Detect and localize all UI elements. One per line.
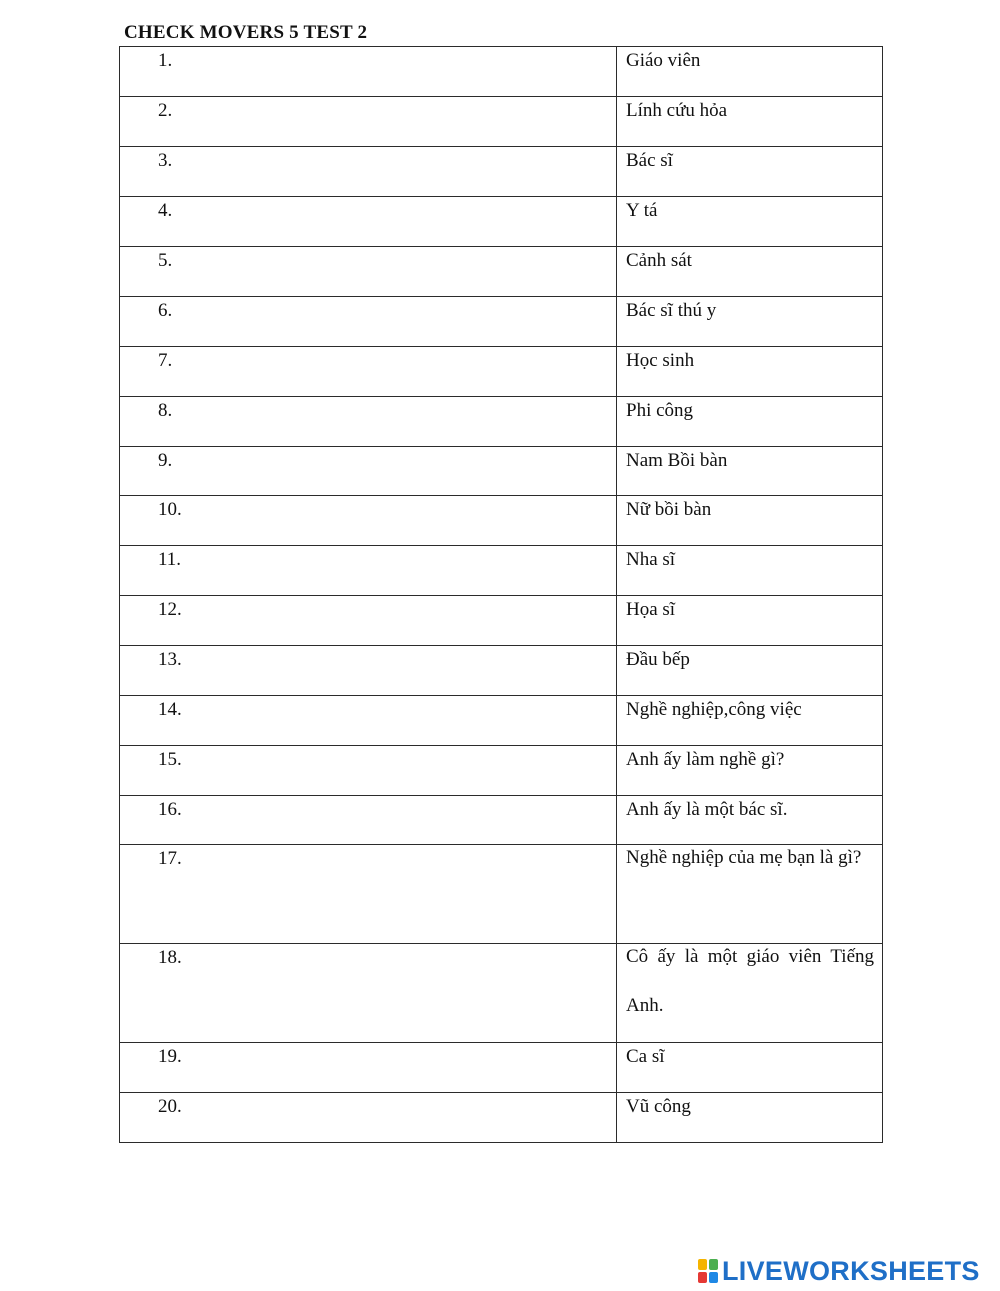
answer-cell[interactable] xyxy=(120,496,617,546)
table-row xyxy=(120,596,883,646)
meaning-cell xyxy=(617,1093,883,1143)
table-row xyxy=(120,845,883,944)
meaning-text: Cảnh sát xyxy=(626,250,692,271)
logo-mark-icon xyxy=(698,1259,718,1283)
row-number: 20. xyxy=(158,1096,182,1117)
table-row xyxy=(120,696,883,746)
row-number: 6. xyxy=(158,300,173,321)
meaning-text: Cô ấy là một giáo viên Tiếng Anh. xyxy=(626,946,874,1016)
meaning-cell xyxy=(617,97,883,147)
answer-cell[interactable] xyxy=(120,596,617,646)
table-row xyxy=(120,646,883,696)
meaning-cell xyxy=(617,147,883,197)
answer-cell[interactable] xyxy=(120,97,617,147)
meaning-cell xyxy=(617,596,883,646)
meaning-text: Nghề nghiệp của mẹ bạn là gì? xyxy=(626,847,862,868)
meaning-text: Họa sĩ xyxy=(626,599,676,620)
meaning-text: Giáo viên xyxy=(626,50,701,71)
meaning-cell xyxy=(617,447,883,496)
logo-square-blue xyxy=(709,1272,718,1283)
meaning-text: Anh ấy là một bác sĩ. xyxy=(626,799,788,820)
meaning-cell xyxy=(617,696,883,746)
answer-cell[interactable] xyxy=(120,746,617,796)
table-row xyxy=(120,47,883,97)
table-row xyxy=(120,546,883,596)
answer-cell[interactable] xyxy=(120,646,617,696)
meaning-cell xyxy=(617,546,883,596)
answer-cell[interactable] xyxy=(120,1043,617,1093)
row-number: 17. xyxy=(158,848,182,869)
liveworksheets-logo[interactable] xyxy=(698,1258,980,1284)
meaning-text: Phi công xyxy=(626,400,694,421)
row-number: 9. xyxy=(158,450,173,471)
row-number: 11. xyxy=(158,549,182,570)
meaning-cell xyxy=(617,47,883,97)
meaning-cell xyxy=(617,297,883,347)
table-row xyxy=(120,496,883,546)
table-row xyxy=(120,447,883,496)
table-row xyxy=(120,347,883,397)
logo-square-red xyxy=(698,1272,707,1283)
answer-cell[interactable] xyxy=(120,447,617,496)
meaning-text: Nữ bồi bàn xyxy=(626,499,712,520)
table-row xyxy=(120,97,883,147)
meaning-text: Lính cứu hỏa xyxy=(626,100,728,121)
row-number: 5. xyxy=(158,250,173,271)
table-row xyxy=(120,197,883,247)
table-row xyxy=(120,1043,883,1093)
meaning-cell xyxy=(617,247,883,297)
answer-cell[interactable] xyxy=(120,944,617,1043)
meaning-text: Đầu bếp xyxy=(626,649,690,670)
table-row xyxy=(120,247,883,297)
worksheet-title: CHECK MOVERS 5 TEST 2 xyxy=(124,22,368,43)
answer-cell[interactable] xyxy=(120,347,617,397)
row-number: 10. xyxy=(158,499,182,520)
meaning-text: Nam Bồi bàn xyxy=(626,450,728,471)
answer-table xyxy=(119,46,883,1143)
row-number: 8. xyxy=(158,400,173,421)
table-row xyxy=(120,397,883,447)
answer-cell[interactable] xyxy=(120,546,617,596)
meaning-cell xyxy=(617,944,883,1043)
meaning-text: Bác sĩ thú y xyxy=(626,300,717,321)
answer-table-body xyxy=(120,47,883,1143)
row-number: 1. xyxy=(158,50,173,71)
row-number: 4. xyxy=(158,200,173,221)
meaning-text: Anh ấy làm nghề gì? xyxy=(626,749,785,770)
row-number: 7. xyxy=(158,350,173,371)
meaning-text: Bác sĩ xyxy=(626,150,673,171)
meaning-text: Ca sĩ xyxy=(626,1046,665,1067)
row-number: 12. xyxy=(158,599,182,620)
meaning-cell xyxy=(617,1043,883,1093)
meaning-cell xyxy=(617,347,883,397)
answer-cell[interactable] xyxy=(120,696,617,746)
meaning-text: Vũ công xyxy=(626,1096,691,1117)
meaning-cell xyxy=(617,397,883,447)
answer-cell[interactable] xyxy=(120,247,617,297)
table-row xyxy=(120,297,883,347)
answer-cell[interactable] xyxy=(120,47,617,97)
meaning-cell xyxy=(617,845,883,944)
meaning-cell xyxy=(617,496,883,546)
meaning-text: Nha sĩ xyxy=(626,549,676,570)
row-number: 3. xyxy=(158,150,173,171)
answer-cell[interactable] xyxy=(120,197,617,247)
meaning-text: Học sinh xyxy=(626,350,695,371)
meaning-cell xyxy=(617,646,883,696)
answer-cell[interactable] xyxy=(120,1093,617,1143)
answer-cell[interactable] xyxy=(120,397,617,447)
answer-cell[interactable] xyxy=(120,147,617,197)
table-row xyxy=(120,147,883,197)
meaning-text: Nghề nghiệp,công việc xyxy=(626,699,802,720)
row-number: 2. xyxy=(158,100,173,121)
meaning-cell xyxy=(617,197,883,247)
row-number: 14. xyxy=(158,699,182,720)
answer-cell[interactable] xyxy=(120,297,617,347)
row-number: 16. xyxy=(158,799,182,820)
table-row xyxy=(120,1093,883,1143)
row-number: 15. xyxy=(158,749,182,770)
answer-cell[interactable] xyxy=(120,845,617,944)
logo-square-green xyxy=(709,1259,718,1270)
table-row xyxy=(120,944,883,1043)
row-number: 19. xyxy=(158,1046,182,1067)
meaning-cell xyxy=(617,746,883,796)
logo-square-yellow xyxy=(698,1259,707,1270)
meaning-text: Y tá xyxy=(626,200,658,221)
row-number: 18. xyxy=(158,947,182,968)
table-row xyxy=(120,746,883,796)
logo-text: LIVEWORKSHEETS xyxy=(722,1256,980,1286)
row-number: 13. xyxy=(158,649,182,670)
answer-cell[interactable] xyxy=(120,796,617,845)
